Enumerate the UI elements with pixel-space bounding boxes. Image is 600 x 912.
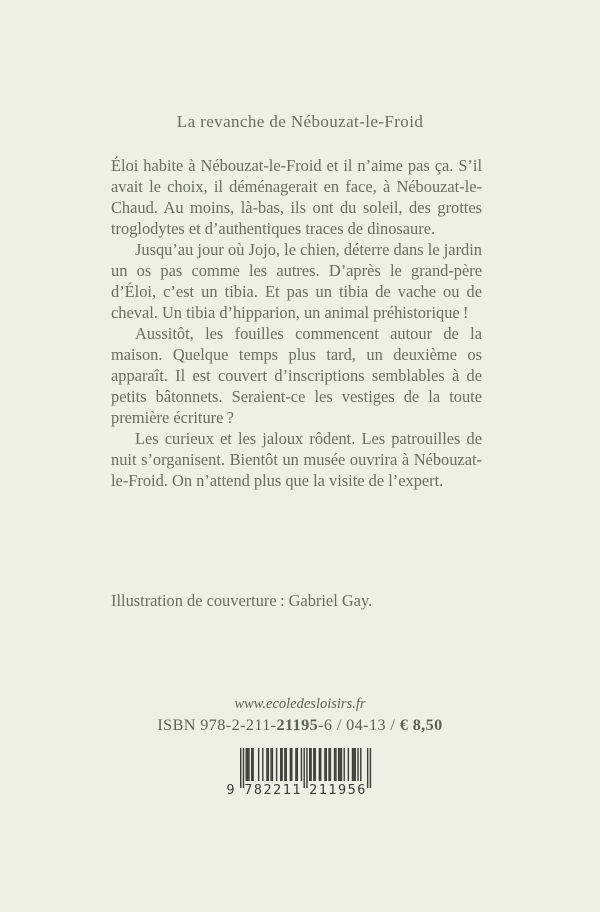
isbn-suffix: -6 / 04-13 /	[318, 716, 400, 734]
illustration-credit: Illustration de couverture : Gabriel Gay.	[111, 591, 373, 610]
svg-text:782211: 782211	[244, 782, 303, 798]
svg-text:211956: 211956	[309, 782, 367, 798]
blurb	[111, 155, 482, 491]
ean-barcode	[225, 748, 375, 798]
isbn-line	[0, 716, 600, 735]
blurb-paragraph: Aussitôt, les fouilles commencent autour de la maison. Quelque temps plus tard, un deuxième os apparaît. Il est couvert d’inscriptions semblables à de petits bâtonnets. Seraient-ce les vestiges de la toute première écriture ?	[111, 324, 482, 427]
barcode-area	[0, 748, 600, 803]
price: € 8,50	[399, 716, 443, 734]
svg-text:9: 9	[226, 782, 236, 798]
isbn-prefix: ISBN 978-2-211-	[157, 716, 277, 734]
blurb-paragraph: Éloi habite à Nébouzat-le-Froid et il n’aime pas ça. S’il avait le choix, il déménagerait en face, à Nébouzat-le-Chaud. Au moins, là-bas, ils ont du soleil, des grottes troglodytes et d’authentiques traces de dinosaure.	[111, 156, 482, 238]
book-title: La revanche de Nébouzat-le-Froid	[176, 112, 424, 131]
blurb-paragraph: Jusqu’au jour où Jojo, le chien, déterre dans le jardin un os pas comme les autres. D’après le grand-père d’Éloi, c’est un tibia. Et pas un tibia de vache ou de cheval. Un tibia d’hipparion, un animal préhistorique !	[111, 240, 482, 322]
blurb-paragraph: Les curieux et les jaloux rôdent. Les patrouilles de nuit s’organisent. Bientôt un musée ouvrira à Nébouzat-le-Froid. On n’attend plus que la visite de l’expert.	[111, 429, 482, 490]
isbn-bold-number: 21195	[276, 716, 319, 734]
publisher-website: www.ecoledesloisirs.fr	[234, 696, 366, 712]
